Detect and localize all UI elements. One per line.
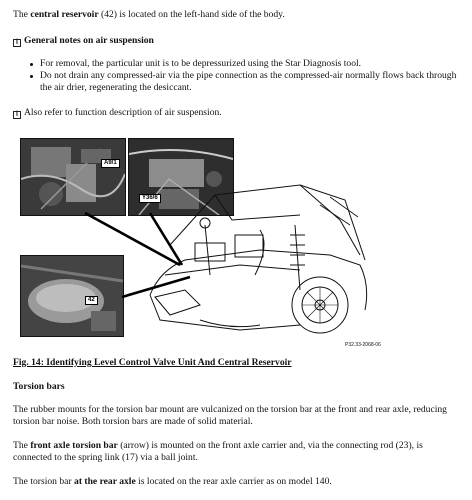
figure-code: P32.33-2068-06	[345, 342, 381, 348]
reference-note: iAlso refer to function description of air suspension.	[13, 107, 222, 119]
figure	[0, 125, 472, 355]
car-front-drawing	[0, 125, 472, 355]
info-icon	[13, 111, 21, 119]
torsion-paragraph-3: The torsion bar at the rear axle is located on the rear axle carrier as on model 140.	[13, 476, 332, 487]
torsion-heading: Torsion bars	[13, 381, 65, 392]
info-icon	[13, 39, 21, 47]
figure-caption: Fig. 14: Identifying Level Control Valve Unit And Central Reservoir	[13, 357, 292, 368]
torsion-paragraph-1: The rubber mounts for the torsion bar mount are vulcanized on the torsion bar at the front and rear axle, reducing torsion bar noise. Both torsion bars are made of solid material.	[13, 404, 447, 427]
rear-axle-bold-term: at the rear axle	[74, 476, 136, 487]
front-axle-bold-term: front axle torsion bar	[30, 440, 118, 451]
general-notes-heading: iGeneral notes on air suspension	[13, 35, 154, 47]
general-notes-list	[26, 58, 466, 94]
label-42: 42	[85, 296, 98, 305]
label-a9-1: A9/1	[101, 159, 120, 168]
list-item: Do not drain any compressed-air via the pipe connection as the compressed-air normally flows back through the air drier, regenerating the desiccant.	[26, 70, 466, 94]
torsion-paragraph-2: The front axle torsion bar (arrow) is mounted on the front axle carrier and, via the connecting rod (23), is connected to the spring link (17) via a ball joint.	[13, 440, 423, 463]
list-item: For removal, the particular unit is to be depressurized using the Star Diagnosis tool.	[26, 58, 466, 70]
intro-bold-term: central reservoir	[30, 9, 99, 20]
intro-sentence: The central reservoir (42) is located on the left-hand side of the body.	[13, 9, 285, 20]
label-y36-6: Y36/6	[139, 194, 161, 203]
